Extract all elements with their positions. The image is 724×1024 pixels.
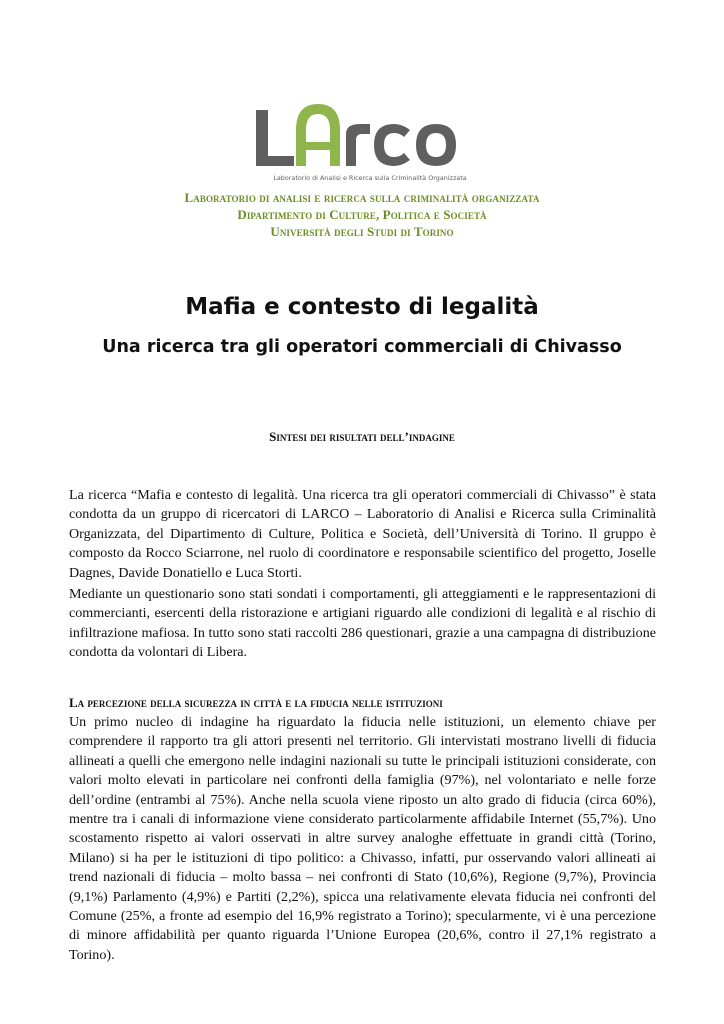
larco-logo bbox=[250, 96, 490, 184]
page-subtitle: Una ricerca tra gli operatori commerciali di Chivasso bbox=[102, 337, 622, 357]
page-title: Mafia e contesto di legalità bbox=[185, 294, 539, 320]
affiliation-university: Università degli Studi di Torino bbox=[270, 224, 454, 239]
affiliation-department: Dipartimento di Culture, Politica e Società bbox=[237, 207, 487, 222]
subsection-heading: La percezione della sicurezza in città e la fiducia nelle istituzioni bbox=[69, 695, 443, 710]
method-paragraph: Mediante un questionario sono stati sondati i comportamenti, gli atteggiamenti e le rappresentazioni di commercianti, esercenti della ristorazione e artigiani riguardo alle condizioni di legalità e al rischio di infiltrazione mafiosa. In tutto sono stati raccolti 286 questionari, grazie a una campagna di distribuzione condotta da volontari di Libera. bbox=[69, 586, 656, 661]
logo-subtitle: Laboratorio di Analisi e Ricerca sulla Criminalità Organizzata bbox=[273, 174, 467, 182]
section-heading: Sintesi dei risultati dell’indagine bbox=[269, 429, 455, 444]
subsection-body: Un primo nucleo di indagine ha riguardato la fiducia nelle istituzioni, un elemento chiave per comprendere il rapporto tra gli attori presenti nel territorio. Gli intervistati mostrano livelli di fiducia allineati a quelli che emergono nelle indagini nazionali su tutte le principali istituzioni considerate, con valori molto elevati in particolare nei confronti della famiglia (97%), nel volontariato e nelle forze dell’ordine (entrambi al 75%). Anche nella scuola viene riposto un alto grado di fiducia (circa 60%), mentre tra i canali di informazione viene considerato particolarmente affidabile Internet (55,7%). Uno scostamento rispetto ai valori osservati in altre survey analoghe effettuate in grandi città (Torino, Milano) si ha per le istituzioni di tipo politico: a Chivasso, infatti, pur osservando valori allineati ai trend nazionali di fiducia – molto bassa – nei confronti di Stato (10,6%), Regione (9,7%), Provincia (9,1%) Parlamento (4,9%) e Partiti (2,2%), spicca una relativamente elevata fiducia nei confronti del Comune (25%, a fronte ad esempio del 16,9% registrato a Torino); specularmente, vi è una percezione di minore affidabilità per quanto riguarda l’Unione Europea (20,6%, contro il 27,1% registrato a Torino). bbox=[69, 714, 656, 963]
affiliation-lab: Laboratorio di analisi e ricerca sulla criminalità organizzata bbox=[184, 190, 540, 205]
intro-paragraph: La ricerca “Mafia e contesto di legalità. Una ricerca tra gli operatori commerciali di Chivasso” è stata condotta da un gruppo di ricercatori di LARCO – Laboratorio di Analisi e Ricerca sulla Criminalità Organizzata, del Dipartimento di Culture, Politica e Società, dell’Università di Torino. Il gruppo è composto da Rocco Sciarrone, nel ruolo di coordinatore e responsabile scientifico del progetto, Joselle Dagnes, Davide Donatiello e Luca Storti. bbox=[69, 487, 656, 581]
